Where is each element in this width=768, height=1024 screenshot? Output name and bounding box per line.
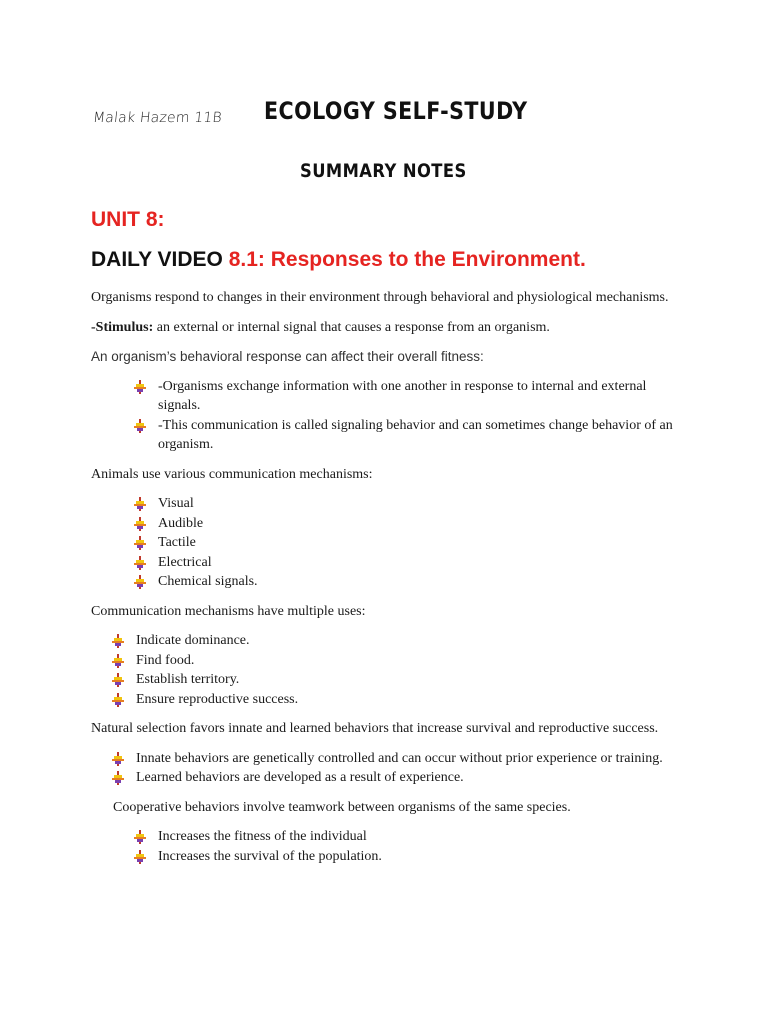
author-name: Malak Hazem 11B	[92, 110, 223, 126]
pushpin-bullet-icon	[112, 752, 124, 766]
document-subtitle: SUMMARY NOTES	[300, 160, 467, 182]
pushpin-bullet-icon	[134, 517, 146, 531]
list-item	[91, 572, 691, 592]
list-item	[91, 651, 691, 671]
list-item-text: Visual	[158, 496, 194, 511]
document-body	[91, 288, 691, 876]
paragraph-cooperative: Cooperative behaviors involve teamwork between organisms of the same species.	[113, 799, 571, 815]
list-item-text: Ensure reproductive success.	[136, 691, 299, 707]
paragraph-stimulus	[91, 318, 691, 338]
list-item	[91, 377, 691, 416]
list-item-text: Chemical signals.	[158, 574, 258, 589]
list-item	[91, 514, 691, 534]
list-item	[91, 690, 691, 710]
pushpin-bullet-icon	[134, 575, 146, 589]
list-item-text: Tactile	[158, 535, 196, 550]
video-heading	[91, 248, 586, 272]
video-heading-prefix: DAILY VIDEO	[91, 248, 223, 271]
list-item-text: Increases the fitness of the individual	[158, 829, 367, 844]
unit-heading: UNIT 8:	[91, 208, 165, 231]
list-item	[91, 670, 691, 690]
list-cooperative	[91, 827, 691, 866]
list-item	[91, 827, 691, 847]
paragraph-fitness: An organism’s behavioral response can affect their overall fitness:	[91, 349, 484, 364]
list-item-text: Learned behaviors are developed as a result of experience.	[136, 770, 464, 785]
list-signaling	[91, 377, 691, 455]
list-item	[91, 749, 691, 769]
document-title: ECOLOGY SELF-STUDY	[264, 97, 528, 125]
list-item	[91, 494, 691, 514]
paragraph-intro: Organisms respond to changes in their environment through behavioral and physiological mechanisms.	[91, 290, 669, 305]
list-mechanisms	[91, 494, 691, 592]
list-item-text: Indicate dominance.	[136, 633, 250, 648]
list-item-text: Increases the survival of the population.	[158, 848, 382, 864]
pushpin-bullet-icon	[112, 673, 124, 687]
list-item-text: Establish territory.	[136, 672, 240, 687]
list-uses	[91, 631, 691, 709]
paragraph-selection: Natural selection favors innate and learned behaviors that increase survival and reproductive success.	[91, 721, 659, 736]
pushpin-bullet-icon	[134, 419, 146, 433]
pushpin-bullet-icon	[134, 497, 146, 511]
video-heading-topic: 8.1: Responses to the Environment.	[228, 248, 586, 271]
list-item	[91, 768, 691, 788]
pushpin-bullet-icon	[134, 380, 146, 394]
pushpin-bullet-icon	[134, 830, 146, 844]
pushpin-bullet-icon	[112, 654, 124, 668]
paragraph-mechanisms: Animals use various communication mechanisms:	[91, 466, 373, 482]
pushpin-bullet-icon	[112, 771, 124, 785]
stimulus-term: -Stimulus:	[91, 319, 154, 335]
list-item-text: -Organisms exchange information with one another in response to internal and external signals.	[158, 378, 647, 413]
list-item	[91, 631, 691, 651]
pushpin-bullet-icon	[134, 556, 146, 570]
pushpin-bullet-icon	[112, 634, 124, 648]
list-item	[91, 416, 691, 455]
list-item-text: Electrical	[158, 554, 212, 570]
list-item	[91, 553, 691, 573]
list-item-text: Find food.	[136, 652, 195, 668]
pushpin-bullet-icon	[112, 693, 124, 707]
list-item-text: -This communication is called signaling behavior and can sometimes change behavior of an organism.	[158, 417, 673, 452]
pushpin-bullet-icon	[134, 850, 146, 864]
pushpin-bullet-icon	[134, 536, 146, 550]
paragraph-uses: Communication mechanisms have multiple uses:	[91, 603, 366, 619]
list-item	[91, 533, 691, 553]
stimulus-definition: an external or internal signal that causes a response from an organism.	[153, 319, 550, 335]
list-item	[91, 847, 691, 867]
list-item-text: Innate behaviors are genetically controlled and can occur without prior experience or training.	[136, 750, 663, 766]
list-item-text: Audible	[158, 515, 204, 531]
list-behaviors	[91, 749, 691, 788]
